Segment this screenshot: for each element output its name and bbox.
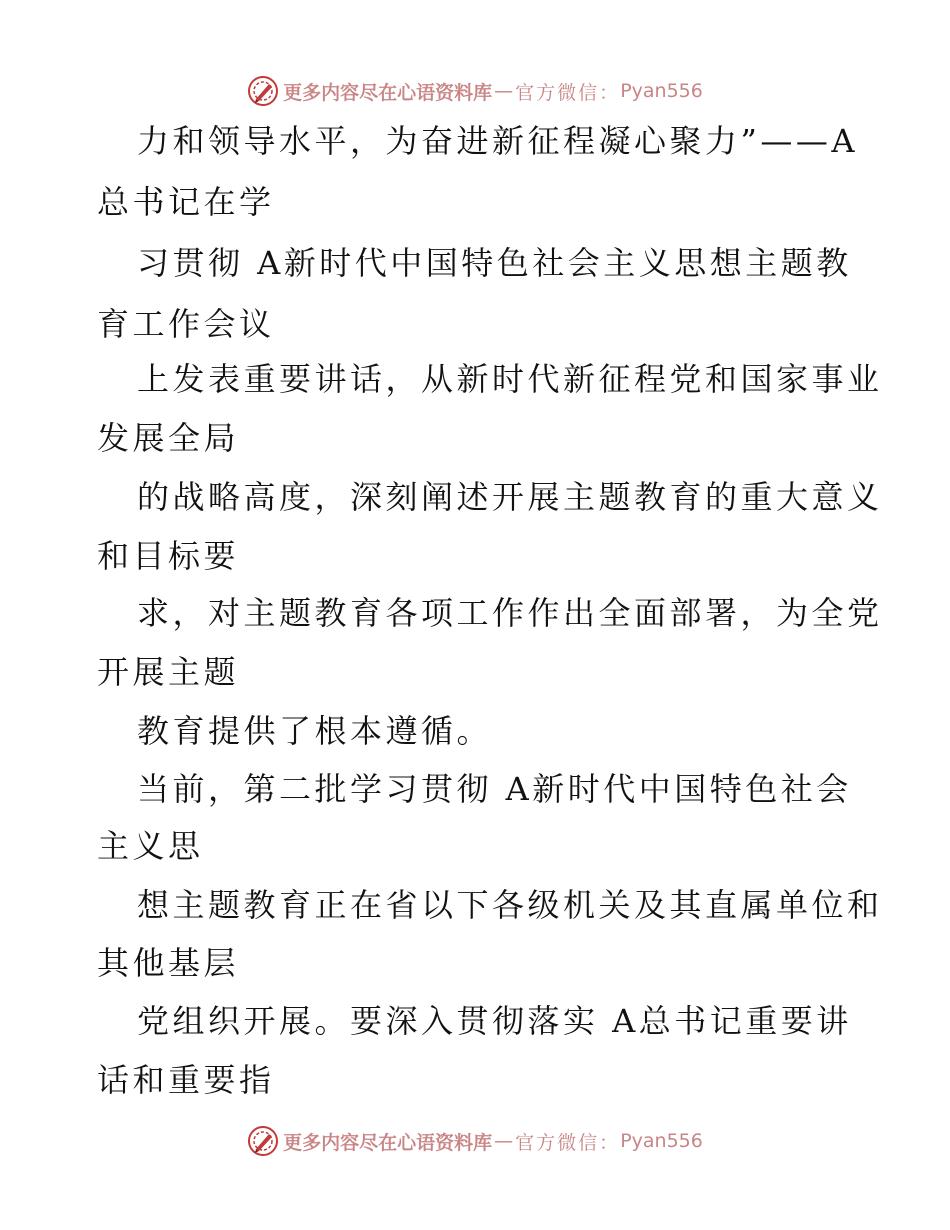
banner-wechat-label: 官方微信：	[515, 81, 621, 104]
paragraph-line: 其他基层	[97, 944, 240, 982]
paragraph-line: 育工作会议	[97, 305, 275, 343]
banner-separator: —	[494, 80, 514, 102]
paragraph-line: 教育提供了根本遵循。	[137, 712, 493, 750]
banner-wechat-id: Pyan556	[620, 80, 703, 102]
paragraph-line: 求，对主题教育各项工作作出全面部署，为全党	[137, 594, 883, 632]
footer-banner	[0, 1121, 950, 1161]
paragraph-line: 上发表重要讲话，从新时代新征程党和国家事业	[137, 360, 883, 398]
paragraph-line: 想主题教育正在省以下各级机关及其直属单位和	[137, 886, 883, 924]
pen-nib-logo-icon	[247, 75, 279, 107]
paragraph-line: 当前，第二批学习贯彻 A新时代中国特色社会	[137, 770, 852, 808]
banner-main-text: 更多内容尽在心语资料库	[283, 1131, 493, 1154]
banner-separator: —	[494, 1130, 514, 1152]
banner-main-text: 更多内容尽在心语资料库	[283, 81, 493, 104]
paragraph-line: 发展全局	[97, 419, 240, 457]
paragraph-line: 总书记在学	[97, 183, 275, 221]
paragraph-line: 的战略高度，深刻阐述开展主题教育的重大意义	[137, 478, 883, 516]
pen-nib-logo-icon	[247, 1125, 279, 1157]
header-banner	[0, 71, 950, 111]
banner-wechat-label: 官方微信：	[515, 1131, 621, 1154]
paragraph-line: 开展主题	[97, 653, 240, 691]
paragraph-line: 和目标要	[97, 537, 240, 575]
banner-wechat-id: Pyan556	[620, 1130, 703, 1152]
paragraph-line: 话和重要指	[97, 1061, 275, 1099]
paragraph-line: 党组织开展。要深入贯彻落实 A总书记重要讲	[137, 1002, 852, 1040]
paragraph-line: 习贯彻 A新时代中国特色社会主义思想主题教	[137, 244, 852, 282]
paragraph-line: 力和领导水平，为奋进新征程凝心聚力”——A	[137, 122, 858, 160]
paragraph-line: 主义思	[97, 827, 204, 865]
